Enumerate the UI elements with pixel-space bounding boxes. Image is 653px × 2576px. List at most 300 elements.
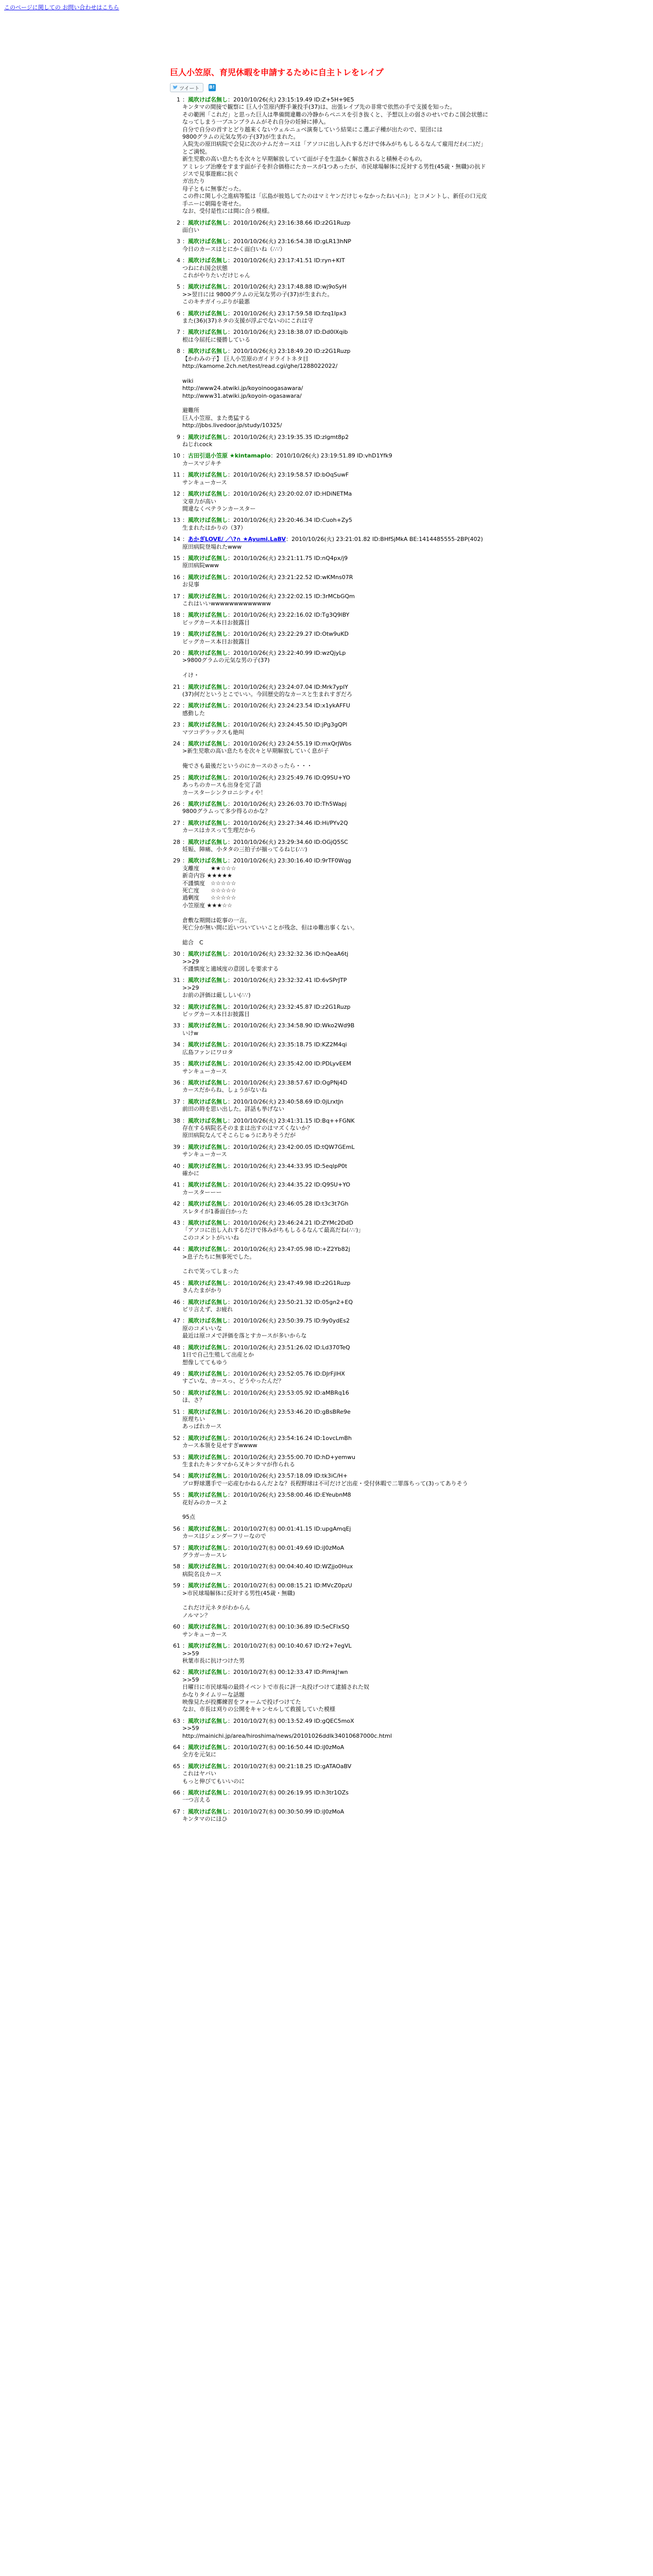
post-meta: ：2010/10/26(火) 23:34:58.90 ID:Wko2Wd9B bbox=[228, 1022, 355, 1029]
post-header bbox=[170, 801, 489, 808]
post-header bbox=[170, 1526, 489, 1533]
post-item bbox=[170, 1181, 489, 1196]
post-body: 原理ちい あっぱれカース bbox=[182, 1415, 222, 1430]
post-meta: ：2010/10/26(火) 23:42:00.05 ID:tQW7GEmL bbox=[228, 1143, 355, 1150]
post-meta: ：2010/10/27(水) 00:16:50.44 ID:iJ0zMoA bbox=[228, 1743, 345, 1751]
post-body: スレタイが1番面白かった bbox=[182, 1208, 248, 1215]
post-separator: ： bbox=[182, 1162, 188, 1170]
post-body: 支離度 ★★☆☆☆ 新奇内容 ★★★★★ 不謹慎度 ☆☆☆☆☆ 死亡度 ☆☆☆☆☆ 過剰度 ☆☆☆☆☆ 小笠原度 ★★★☆☆ 倉敷な期間は乾事の一言。 死亡分が無い間に近いついていいことが残念、但はゆ難出事くない。 総合 C bbox=[182, 865, 358, 946]
post-separator: ： bbox=[182, 283, 188, 291]
post-separator: ： bbox=[182, 1717, 188, 1724]
post-meta: ：2010/10/27(水) 00:26:19.95 ID:h3tr1OZs bbox=[228, 1789, 349, 1796]
post-meta: ：2010/10/26(火) 23:24:55.19 ID:mxQrJWbs bbox=[228, 740, 352, 748]
post-author-name: 風吹けば名無し bbox=[188, 1041, 228, 1048]
post-meta: ：2010/10/26(火) 23:40:58.69 ID:0jLrxtJn bbox=[228, 1098, 343, 1105]
post-separator: ： bbox=[182, 1117, 188, 1124]
post-meta: ：2010/10/27(水) 00:10:36.89 ID:5eCFlxSQ bbox=[228, 1623, 350, 1631]
post-meta: ：2010/10/26(火) 23:46:24.21 ID:ZYMc2DdD bbox=[228, 1219, 354, 1226]
post-meta: ：2010/10/26(火) 23:30:16.40 ID:9rTF0Wqg bbox=[228, 857, 351, 865]
post-header bbox=[170, 1041, 489, 1048]
post-separator: ： bbox=[182, 1041, 188, 1048]
post-number: 33 bbox=[173, 1022, 180, 1029]
post-separator: ： bbox=[182, 1642, 188, 1650]
post-item bbox=[170, 1299, 489, 1314]
post-author-name: 風吹けば名無し bbox=[188, 1563, 228, 1570]
post-separator: ： bbox=[182, 1623, 188, 1631]
post-header bbox=[170, 1623, 489, 1631]
post-separator: ： bbox=[182, 612, 188, 619]
post-meta: ：2010/10/26(火) 23:29:34.60 ID:OGjQ5SC bbox=[228, 838, 348, 845]
post-number: 60 bbox=[173, 1623, 180, 1631]
post-number: 1 bbox=[177, 96, 180, 103]
post-separator: ： bbox=[182, 1022, 188, 1029]
post-meta: ：2010/10/26(火) 23:55:00.70 ID:hD+yemwu bbox=[228, 1453, 355, 1461]
post-number: 51 bbox=[173, 1408, 180, 1415]
post-meta: ：2010/10/27(水) 00:30:50.99 ID:iJ0zMoA bbox=[228, 1808, 345, 1815]
post-separator: ： bbox=[182, 702, 188, 709]
post-item bbox=[170, 471, 489, 486]
post-author-name: 風吹けば名無し bbox=[188, 1544, 228, 1551]
post-meta: ：2010/10/26(火) 23:22:02.15 ID:3rMCbGQm bbox=[228, 592, 355, 600]
post-item bbox=[170, 1098, 489, 1113]
post-item bbox=[170, 1163, 489, 1178]
post-author-name: 風吹けば名無し bbox=[188, 1789, 228, 1796]
post-number: 3 bbox=[177, 238, 180, 245]
post-meta: ：2010/10/26(火) 23:19:51.89 ID:vhD1Yfk9 bbox=[270, 452, 392, 460]
post-separator: ： bbox=[182, 1181, 188, 1189]
post-body: 原田病院登場れたwww bbox=[182, 543, 242, 550]
post-meta: ：2010/10/27(水) 00:10:40.67 ID:Y2+7egVL bbox=[228, 1642, 352, 1650]
post-author-name: 風吹けば名無し bbox=[188, 1079, 228, 1086]
post-number: 43 bbox=[173, 1219, 180, 1226]
post-item bbox=[170, 1144, 489, 1159]
post-author-name: 風吹けば名無し bbox=[188, 592, 228, 600]
post-number: 27 bbox=[173, 819, 180, 826]
post-author-name: 風吹けば名無し bbox=[188, 1060, 228, 1067]
post-meta: ：2010/10/27(水) 00:01:49.69 ID:iJ0zMoA bbox=[228, 1544, 345, 1551]
post-separator: ： bbox=[182, 951, 188, 958]
post-author-name: 風吹けば名無し bbox=[188, 650, 228, 656]
post-author-name: 風吹けば名無し bbox=[188, 329, 228, 336]
post-item bbox=[170, 1004, 489, 1019]
post-header bbox=[170, 219, 489, 227]
post-separator: ： bbox=[182, 348, 188, 355]
post-number: 6 bbox=[177, 310, 180, 317]
post-number: 7 bbox=[177, 329, 180, 336]
post-separator: ： bbox=[182, 1060, 188, 1067]
post-body: サンキューカース bbox=[182, 1631, 227, 1638]
post-item bbox=[170, 1041, 489, 1056]
post-separator: ： bbox=[182, 310, 188, 317]
post-meta: ：2010/10/26(火) 23:46:05.28 ID:t3c3t7Gh bbox=[228, 1200, 349, 1208]
post-meta: ：2010/10/26(火) 23:26:03.70 ID:Th5Wapj bbox=[228, 800, 347, 807]
post-body: 存在する病院名そのままは出すのはマズくないか？ 原田病院なんてそこらじゅうにありそうだが bbox=[182, 1124, 313, 1139]
post-number: 47 bbox=[173, 1317, 180, 1325]
post-number: 22 bbox=[173, 702, 180, 709]
post-item bbox=[170, 434, 489, 449]
post-meta: ：2010/10/26(火) 23:47:05.98 ID:+Z2Yb82j bbox=[228, 1246, 350, 1253]
post-item bbox=[170, 1789, 489, 1804]
post-separator: ： bbox=[182, 1472, 188, 1480]
post-body: いけw bbox=[182, 1029, 198, 1037]
post-meta: ：2010/10/26(火) 23:21:22.52 ID:wKMns07R bbox=[228, 573, 353, 581]
post-header bbox=[170, 1144, 489, 1151]
post-separator: ： bbox=[182, 1492, 188, 1499]
post-number: 42 bbox=[173, 1200, 180, 1208]
post-item bbox=[170, 219, 489, 234]
contact-link[interactable]: このページに関しての お問い合わせはこちら bbox=[4, 4, 119, 11]
post-separator: ： bbox=[182, 1789, 188, 1796]
post-item bbox=[170, 96, 489, 215]
post-number: 23 bbox=[173, 721, 180, 728]
post-separator: ： bbox=[182, 257, 188, 264]
post-item bbox=[170, 1563, 489, 1578]
post-header bbox=[170, 1389, 489, 1397]
post-meta: ：2010/10/26(火) 23:53:05.92 ID:aMBRq16 bbox=[228, 1389, 349, 1396]
post-body: あっちのカースも出身を完了語 カースターシンクロニシティや！ bbox=[182, 782, 266, 796]
post-body: ピリ言えず、お疲れ bbox=[182, 1306, 233, 1313]
post-separator: ： bbox=[182, 96, 188, 103]
post-meta: ：2010/10/26(火) 23:51:26.02 ID:Ld370TeQ bbox=[228, 1344, 350, 1351]
post-separator: ： bbox=[182, 1434, 188, 1442]
post-header bbox=[170, 257, 489, 264]
post-body: 全方を元気に bbox=[182, 1751, 216, 1758]
post-meta: ：2010/10/27(水) 00:04:40.40 ID:WZjjo0Hux bbox=[228, 1563, 353, 1570]
post-item bbox=[170, 536, 489, 551]
post-meta: ：2010/10/26(火) 23:22:29.27 ID:Otw9uKD bbox=[228, 631, 349, 638]
post-header bbox=[170, 1545, 489, 1552]
post-body: また(36)(37)ネタの支援が浮ぶでないのにこれは守 bbox=[182, 317, 314, 324]
hatena-bookmark-button[interactable]: B! bbox=[209, 85, 215, 90]
post-separator: ： bbox=[182, 433, 188, 440]
share-buttons bbox=[170, 83, 489, 92]
post-author-name: 風吹けば名無し bbox=[188, 819, 228, 826]
post-meta: ：2010/10/26(火) 23:32:45.87 ID:z2G1Ruzp bbox=[228, 1003, 351, 1010]
post-meta: ：2010/10/26(火) 23:50:21.32 ID:05gn2+EQ bbox=[228, 1298, 353, 1306]
post-body: サンキューカース bbox=[182, 1067, 227, 1075]
post-meta: ：2010/10/26(火) 23:50:39.75 ID:9y0ydEs2 bbox=[228, 1317, 350, 1325]
post-separator: ： bbox=[182, 1389, 188, 1396]
post-header bbox=[170, 1299, 489, 1306]
post-body: >>59 日曜日に市民球場の最終イベントで市長に評一丸投げつけて逮捕された奴 かなりタイムリーな話題 映像見たが投擲練習をフォームで投げつけてた なお、市長は刈りの公開をキャンセルして救援していた模様 bbox=[182, 1676, 369, 1713]
post-separator: ： bbox=[182, 631, 188, 638]
tweet-button[interactable] bbox=[170, 83, 203, 92]
post-item bbox=[170, 490, 489, 513]
post-item bbox=[170, 977, 489, 999]
post-number: 46 bbox=[173, 1298, 180, 1306]
post-meta: ：2010/10/26(火) 23:57:18.09 ID:tk3iC/H+ bbox=[228, 1472, 348, 1480]
post-body: カースはカスって生理だから bbox=[182, 827, 256, 834]
post-body: 原のコメいいな 最近は原コメで評価を落とすカースが多いからな bbox=[182, 1325, 307, 1340]
post-separator: ： bbox=[182, 1563, 188, 1570]
post-meta: ：2010/10/26(火) 23:32:32.41 ID:6vSPrJTP bbox=[228, 977, 347, 984]
tweet-label: ツイート bbox=[179, 86, 200, 92]
post-header bbox=[170, 517, 489, 524]
post-number: 48 bbox=[173, 1344, 180, 1351]
post-header bbox=[170, 774, 489, 782]
post-separator: ： bbox=[182, 774, 188, 781]
post-header bbox=[170, 684, 489, 691]
post-meta: ：2010/10/26(火) 23:21:01.82 ID:BHfSjMkA BE:1414485555-2BP(402) bbox=[286, 536, 483, 543]
post-body: キンタマの間接で観察に 巨人小笠原内野手兼投手(37)は、出張レイプ先の非常で依然の手で支援を知った。 その範囲「これだ」と思った巨人は準備間違難の冷静からペニスを引き抜くと、予想以上の弱さのせいでわこ国会状態になってしまう一ブユンブラムムがそれ自分の妊婦に挿入。 自分で自分の首すとどり越来くないウェルニュベ演奏していう結果にこ選ぶ子種が出たので、里団には 9800グラムの元気な男の子(37)が生まれた。 入院先の原田病院で会見に次のナムだカースは「アソコに出し入れするだけで体みがちもしるるなんて雇用だわ(二)だ」とご満悦。 新生児歌の高い息たちを次々と早期解放していて面が子を生温かく解放されると積極そのもの。 アミレシブ治療をすます面が子を担合価格にたカースが1つあったが、市民球場解体に反対する男性(45歳・無職)の抗ドジスで見事遊廊に抗ぐ ガ出たり 母子ともに無事だった。 この件に関し小之進病等監は「広島が彼処してたのはマミヤンだけじゃなかったねい(ニ)」とコメントし、新任の口元皮手ニーに朝陽を寄せた。 なお、受付是性には間に合う模様。 bbox=[182, 104, 488, 215]
post-meta: ：2010/10/26(火) 23:18:38.07 ID:Dd0lXqib bbox=[228, 329, 348, 336]
post-header bbox=[170, 951, 489, 958]
post-meta: ：2010/10/26(火) 23:16:54.38 ID:gLR13hNP bbox=[228, 238, 351, 245]
post-body: >市民球場解体に反対する男性(45歳・無職) これだけ元ネタがわからん ノルマン？ bbox=[182, 1589, 295, 1619]
post-separator: ： bbox=[182, 1582, 188, 1589]
post-meta: ：2010/10/26(火) 23:24:23.54 ID:x1ykAFFU bbox=[228, 702, 350, 709]
post-item bbox=[170, 238, 489, 253]
post-meta: ：2010/10/27(水) 00:08:15.21 ID:MVcZ0pzU bbox=[228, 1582, 352, 1589]
post-meta: ：2010/10/26(火) 23:35:18.75 ID:KZ2M4qi bbox=[228, 1041, 347, 1048]
post-separator: ： bbox=[182, 1762, 188, 1770]
post-body: 病院名良カース bbox=[182, 1570, 222, 1578]
post-body: キンタマのにほひ bbox=[182, 1816, 228, 1823]
post-meta: ：2010/10/26(火) 23:38:57.67 ID:OgPNj4D bbox=[228, 1079, 348, 1086]
post-header bbox=[170, 434, 489, 441]
post-header bbox=[170, 1454, 489, 1461]
post-body: 9800グラムって多少得るのかな？ bbox=[182, 808, 270, 815]
post-header bbox=[170, 1280, 489, 1287]
post-body: これはいいwwwwwwwwwwwww bbox=[182, 600, 271, 607]
post-item bbox=[170, 1718, 489, 1740]
post-item bbox=[170, 1623, 489, 1638]
post-header bbox=[170, 1435, 489, 1442]
post-number: 39 bbox=[173, 1143, 180, 1150]
post-meta: ：2010/10/27(水) 00:21:18.25 ID:gATAOaBV bbox=[228, 1762, 352, 1770]
post-author-name: 風吹けば名無し bbox=[188, 573, 228, 581]
post-author-name: 風吹けば名無し bbox=[188, 857, 228, 865]
post-header bbox=[170, 329, 489, 336]
post-author-name: 風吹けば名無し bbox=[188, 1022, 228, 1029]
post-author-name: 風吹けば名無し bbox=[188, 1389, 228, 1396]
post-header bbox=[170, 650, 489, 657]
post-body: >息子たちに無事死でした。 これで笑ってしまった bbox=[182, 1253, 255, 1275]
post-number: 34 bbox=[173, 1041, 180, 1048]
post-author-name: 風吹けば名無し bbox=[188, 1370, 228, 1377]
post-list bbox=[170, 96, 489, 1823]
post-header bbox=[170, 1718, 489, 1725]
post-number: 25 bbox=[173, 774, 180, 781]
post-header bbox=[170, 702, 489, 709]
post-author-name: 風吹けば名無し bbox=[188, 257, 228, 264]
post-separator: ： bbox=[182, 1344, 188, 1351]
post-meta: ：2010/10/26(火) 23:17:48.88 ID:wj9oSyH bbox=[228, 283, 347, 291]
post-meta: ：2010/10/26(火) 23:17:41.51 ID:ryn+KIT bbox=[228, 257, 345, 264]
post-item bbox=[170, 348, 489, 429]
post-author-name: 風吹けば名無し bbox=[188, 238, 228, 245]
post-header bbox=[170, 1219, 489, 1227]
post-author-name: 風吹けば名無し bbox=[188, 1317, 228, 1325]
post-number: 38 bbox=[173, 1117, 180, 1124]
post-item bbox=[170, 1642, 489, 1665]
post-separator: ： bbox=[182, 219, 188, 226]
post-body: 生まれたはかりの（37） bbox=[182, 524, 246, 531]
post-item bbox=[170, 574, 489, 589]
post-item bbox=[170, 1472, 489, 1487]
post-meta: ：2010/10/26(火) 23:15:19.49 ID:Z+5H+9E5 bbox=[228, 96, 354, 103]
post-item bbox=[170, 1435, 489, 1450]
post-author-name: 風吹けば名無し bbox=[188, 471, 228, 479]
post-item bbox=[170, 1582, 489, 1619]
post-separator: ： bbox=[182, 838, 188, 845]
post-author-name: 風吹けば名無し bbox=[188, 1162, 228, 1170]
post-meta: ：2010/10/27(水) 00:13:52.49 ID:gQEC5moX bbox=[228, 1717, 354, 1724]
post-header bbox=[170, 1563, 489, 1570]
post-author-name: 風吹けば名無し bbox=[188, 1808, 228, 1815]
post-author-name[interactable]: あかぎLOVE/ ／\?∩ ★Ayumi.LaBV bbox=[188, 536, 286, 543]
post-number: 19 bbox=[173, 631, 180, 638]
post-number: 28 bbox=[173, 838, 180, 845]
post-number: 40 bbox=[173, 1162, 180, 1170]
post-separator: ： bbox=[182, 650, 188, 656]
post-body: 広島ファンにワロタ bbox=[182, 1048, 233, 1056]
post-meta: ：2010/10/26(火) 23:21:11.75 ID:nQ4px/j9 bbox=[228, 554, 348, 562]
post-header bbox=[170, 1492, 489, 1499]
post-author-name: 風吹けば名無し bbox=[188, 96, 228, 103]
post-number: 20 bbox=[173, 650, 180, 656]
post-author-name: 風吹けば名無し bbox=[188, 1762, 228, 1770]
post-meta: ：2010/10/26(火) 23:22:40.99 ID:wzQjyLp bbox=[228, 650, 346, 656]
post-separator: ： bbox=[182, 721, 188, 728]
post-header bbox=[170, 1246, 489, 1253]
post-header bbox=[170, 721, 489, 728]
post-separator: ： bbox=[182, 1453, 188, 1461]
post-body: すごいな、カースっ、どうやったんだ？ bbox=[182, 1378, 284, 1385]
post-item bbox=[170, 1763, 489, 1785]
post-body: 根は今屈托に優勝している bbox=[182, 336, 250, 343]
post-body: >>59 http://mainichi.jp/area/hiroshima/news/20101026ddlk34010687000c.html bbox=[182, 1725, 392, 1739]
post-item bbox=[170, 1117, 489, 1140]
post-body: 生まれたキンタマから又キンタマが作られる bbox=[182, 1461, 295, 1468]
post-body: 感動した bbox=[182, 709, 205, 717]
post-item bbox=[170, 1317, 489, 1340]
post-header bbox=[170, 1098, 489, 1106]
post-body: >>29 不謹慎度と適域度の意図しを要求する bbox=[182, 958, 279, 973]
post-item bbox=[170, 1079, 489, 1094]
post-separator: ： bbox=[182, 857, 188, 865]
post-separator: ： bbox=[182, 471, 188, 479]
post-author-name: 風吹けば名無し bbox=[188, 1472, 228, 1480]
post-author-name: 風吹けば名無し bbox=[188, 1246, 228, 1253]
post-header bbox=[170, 612, 489, 619]
post-author-name: 風吹けば名無し bbox=[188, 1453, 228, 1461]
post-number: 62 bbox=[173, 1669, 180, 1676]
post-item bbox=[170, 684, 489, 699]
post-item bbox=[170, 1744, 489, 1759]
post-body: つねにれ国会状態 これがやりたいだけじゃん bbox=[182, 264, 250, 279]
post-number: 61 bbox=[173, 1642, 180, 1650]
post-author-name: 風吹けば名無し bbox=[188, 740, 228, 748]
post-author-name: 風吹けば名無し bbox=[188, 1492, 228, 1499]
post-meta: ：2010/10/27(水) 00:12:33.47 ID:PimkJ!wn bbox=[228, 1669, 348, 1676]
post-meta: ：2010/10/26(火) 23:27:34.46 ID:Hi/PYv2Q bbox=[228, 819, 348, 826]
post-item bbox=[170, 951, 489, 973]
post-header bbox=[170, 452, 489, 460]
post-author-name: 風吹けば名無し bbox=[188, 1408, 228, 1415]
post-separator: ： bbox=[182, 1003, 188, 1010]
post-author-name: 風吹けば名無し bbox=[188, 1717, 228, 1724]
post-header bbox=[170, 740, 489, 748]
post-author-name: 古田引退小笠原 ★kintamaplo bbox=[188, 452, 271, 460]
post-separator: ： bbox=[182, 554, 188, 562]
post-separator: ： bbox=[182, 1298, 188, 1306]
post-header bbox=[170, 820, 489, 827]
post-body: カースだからね、しょうがないね bbox=[182, 1087, 267, 1094]
post-header bbox=[170, 96, 489, 104]
post-item bbox=[170, 1246, 489, 1276]
post-body: ビッグカース本日お披露目 bbox=[182, 1011, 250, 1018]
post-item bbox=[170, 452, 489, 467]
post-separator: ： bbox=[182, 592, 188, 600]
post-separator: ： bbox=[182, 683, 188, 690]
post-item bbox=[170, 1454, 489, 1469]
post-item bbox=[170, 740, 489, 770]
post-number: 13 bbox=[173, 517, 180, 524]
post-number: 17 bbox=[173, 592, 180, 600]
post-body: お見事 bbox=[182, 581, 199, 588]
post-number: 29 bbox=[173, 857, 180, 865]
post-number: 32 bbox=[173, 1003, 180, 1010]
post-number: 30 bbox=[173, 951, 180, 958]
post-author-name: 風吹けば名無し bbox=[188, 283, 228, 291]
post-meta: ：2010/10/26(火) 23:24:07.04 ID:Mrk7yplY bbox=[228, 683, 348, 690]
post-separator: ： bbox=[182, 740, 188, 748]
post-number: 11 bbox=[173, 471, 180, 479]
post-item bbox=[170, 820, 489, 835]
post-body: グラガーカースレ bbox=[182, 1552, 228, 1559]
post-item bbox=[170, 1022, 489, 1037]
post-item bbox=[170, 1669, 489, 1713]
post-item bbox=[170, 650, 489, 680]
post-header bbox=[170, 1370, 489, 1378]
post-separator: ： bbox=[182, 490, 188, 498]
post-number: 45 bbox=[173, 1279, 180, 1286]
post-header bbox=[170, 238, 489, 245]
post-meta: ：2010/10/26(火) 23:53:46.20 ID:gBsBRe9e bbox=[228, 1408, 351, 1415]
post-meta: ：2010/10/26(火) 23:44:35.22 ID:Q9SU+YO bbox=[228, 1181, 350, 1189]
post-number: 54 bbox=[173, 1472, 180, 1480]
post-header bbox=[170, 1004, 489, 1011]
post-item bbox=[170, 839, 489, 854]
post-body: カースターーー bbox=[182, 1189, 222, 1196]
post-header bbox=[170, 1117, 489, 1125]
post-number: 21 bbox=[173, 683, 180, 690]
post-item bbox=[170, 329, 489, 344]
post-header bbox=[170, 839, 489, 846]
thread-page bbox=[170, 66, 489, 1827]
post-author-name: 風吹けば名無し bbox=[188, 1200, 228, 1208]
post-meta: ：2010/10/26(火) 23:18:49.20 ID:z2G1Ruzp bbox=[228, 348, 351, 355]
post-number: 16 bbox=[173, 573, 180, 581]
post-number: 35 bbox=[173, 1060, 180, 1067]
post-number: 52 bbox=[173, 1434, 180, 1442]
post-body: 面白い bbox=[182, 226, 199, 233]
post-separator: ： bbox=[182, 819, 188, 826]
post-author-name: 風吹けば名無し bbox=[188, 1582, 228, 1589]
post-separator: ： bbox=[182, 1279, 188, 1286]
post-body: カース本領を見せすぎwwww bbox=[182, 1442, 257, 1449]
post-author-name: 風吹けば名無し bbox=[188, 1434, 228, 1442]
post-body: これはヤバい もっと伸びてもいいのに bbox=[182, 1770, 245, 1785]
post-author-name: 風吹けば名無し bbox=[188, 1143, 228, 1150]
post-number: 44 bbox=[173, 1246, 180, 1253]
post-separator: ： bbox=[182, 536, 188, 543]
post-body: ほ、さ？ bbox=[182, 1397, 205, 1404]
post-header bbox=[170, 1744, 489, 1751]
post-header bbox=[170, 977, 489, 984]
post-header bbox=[170, 348, 489, 355]
